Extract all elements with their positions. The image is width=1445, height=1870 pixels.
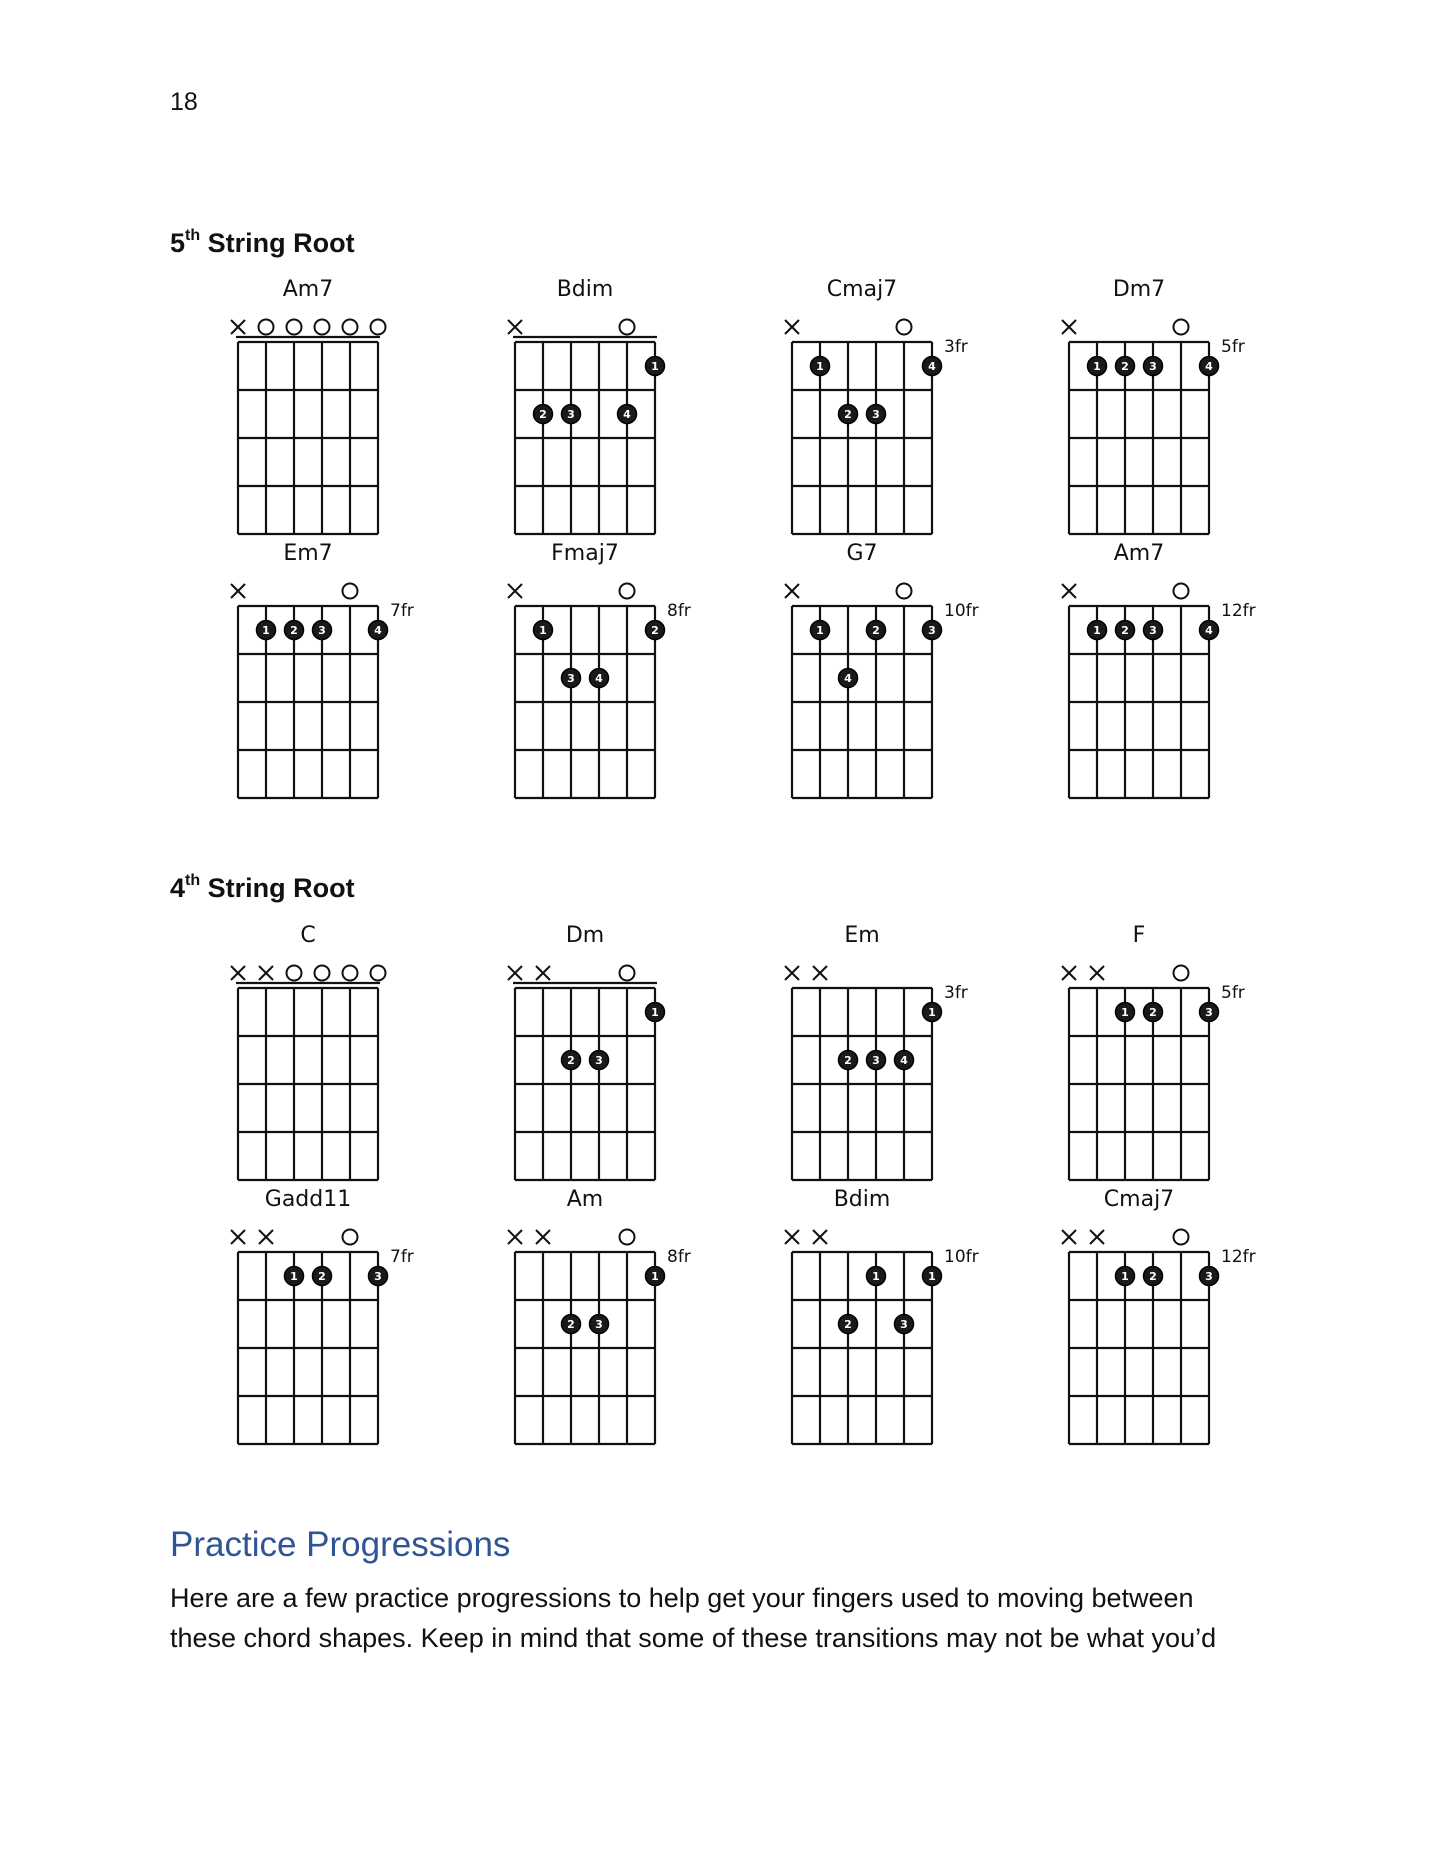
muted-string-mark (1062, 966, 1076, 980)
open-string-mark (259, 320, 274, 335)
open-string-mark (620, 320, 635, 335)
open-string-mark (1174, 320, 1189, 335)
chord-diagram-em7 (198, 536, 428, 806)
finger-number: 1 (1093, 624, 1101, 637)
muted-string-mark (231, 584, 245, 598)
finger-number: 2 (844, 408, 852, 421)
finger-dot (257, 621, 276, 640)
heading-number: 4 (170, 873, 186, 903)
finger-dot (1116, 1003, 1135, 1022)
body-line-2: these chord shapes. Keep in mind that some of these transitions may not be what you’d (170, 1623, 1217, 1653)
section-heading-4th-string-root (170, 873, 355, 904)
finger-dot (1144, 621, 1163, 640)
finger-number: 1 (651, 1270, 659, 1283)
finger-dot (1144, 1003, 1163, 1022)
fret-position-label: 12fr (1221, 1247, 1256, 1267)
muted-string-mark (785, 966, 799, 980)
fret-position-label: 12fr (1221, 601, 1256, 621)
finger-number: 3 (900, 1318, 908, 1331)
finger-number: 1 (816, 624, 824, 637)
chord-name: Dm7 (1112, 277, 1166, 302)
chord-name: Em (844, 923, 880, 948)
finger-dot (895, 1051, 914, 1070)
finger-number: 2 (539, 408, 547, 421)
muted-string-mark (231, 1230, 245, 1244)
chord-diagram-fmaj7 (475, 536, 705, 806)
finger-dot (867, 1051, 886, 1070)
chord-diagram-em (752, 918, 982, 1188)
finger-number: 2 (1149, 1270, 1157, 1283)
finger-number: 2 (567, 1318, 575, 1331)
open-string-mark (620, 1230, 635, 1245)
page-number: 18 (170, 88, 198, 116)
fret-position-label: 8fr (667, 601, 691, 621)
fret-position-label: 10fr (944, 601, 979, 621)
finger-dot (867, 621, 886, 640)
open-string-mark (1174, 584, 1189, 599)
finger-dot (313, 1267, 332, 1286)
finger-number: 2 (1121, 624, 1129, 637)
muted-string-mark (508, 966, 522, 980)
finger-number: 1 (290, 1270, 298, 1283)
muted-string-mark (508, 1230, 522, 1244)
muted-string-mark (813, 1230, 827, 1244)
heading-text: String Root (200, 873, 355, 903)
open-string-mark (315, 966, 330, 981)
section-heading-5th-string-root (170, 228, 355, 259)
muted-string-mark (1062, 584, 1076, 598)
finger-dot (562, 1051, 581, 1070)
finger-dot (534, 621, 553, 640)
finger-dot (590, 1315, 609, 1334)
finger-number: 3 (567, 408, 575, 421)
muted-string-mark (536, 1230, 550, 1244)
chord-name: Em7 (283, 541, 333, 566)
chord-diagram-cmaj7 (752, 272, 982, 542)
chord-name: Bdim (556, 277, 614, 302)
finger-number: 1 (1121, 1006, 1129, 1019)
chord-name: C (300, 923, 316, 948)
chord-diagram-g7 (752, 536, 982, 806)
muted-string-mark (1090, 1230, 1104, 1244)
finger-number: 2 (567, 1054, 575, 1067)
chord-diagram-bdim (475, 272, 705, 542)
chord-name: F (1132, 923, 1146, 948)
open-string-mark (343, 966, 358, 981)
open-string-mark (371, 320, 386, 335)
finger-number: 1 (872, 1270, 880, 1283)
chord-name: Gadd11 (264, 1187, 352, 1212)
finger-dot (369, 621, 388, 640)
finger-dot (562, 1315, 581, 1334)
finger-dot (534, 405, 553, 424)
finger-number: 3 (872, 408, 880, 421)
chord-diagram-bdim (752, 1182, 982, 1452)
finger-number: 3 (1205, 1006, 1213, 1019)
finger-dot (839, 669, 858, 688)
finger-dot (867, 1267, 886, 1286)
fret-position-label: 10fr (944, 1247, 979, 1267)
open-string-mark (1174, 966, 1189, 981)
open-string-mark (1174, 1230, 1189, 1245)
finger-dot (1088, 357, 1107, 376)
fret-position-label: 7fr (390, 1247, 414, 1267)
finger-number: 1 (539, 624, 547, 637)
open-string-mark (343, 320, 358, 335)
muted-string-mark (813, 966, 827, 980)
finger-number: 1 (651, 1006, 659, 1019)
finger-number: 3 (1149, 624, 1157, 637)
fret-position-label: 5fr (1221, 983, 1245, 1003)
finger-number: 1 (651, 360, 659, 373)
finger-number: 3 (595, 1054, 603, 1067)
open-string-mark (371, 966, 386, 981)
muted-string-mark (1062, 320, 1076, 334)
chord-diagram-f (1029, 918, 1259, 1188)
finger-dot (923, 621, 942, 640)
heading-ordinal: th (185, 872, 201, 889)
finger-number: 1 (928, 1006, 936, 1019)
open-string-mark (897, 584, 912, 599)
finger-dot (1088, 621, 1107, 640)
chord-diagram-dm (475, 918, 705, 1188)
finger-number: 3 (1149, 360, 1157, 373)
finger-dot (1200, 621, 1219, 640)
finger-number: 2 (651, 624, 659, 637)
finger-number: 1 (262, 624, 270, 637)
muted-string-mark (508, 320, 522, 334)
finger-number: 3 (872, 1054, 880, 1067)
fret-position-label: 3fr (944, 337, 968, 357)
finger-number: 1 (1121, 1270, 1129, 1283)
finger-dot (562, 405, 581, 424)
finger-number: 3 (567, 672, 575, 685)
finger-number: 3 (374, 1270, 382, 1283)
finger-dot (1144, 357, 1163, 376)
finger-number: 2 (1121, 360, 1129, 373)
muted-string-mark (1062, 1230, 1076, 1244)
muted-string-mark (536, 966, 550, 980)
finger-dot (285, 1267, 304, 1286)
finger-number: 4 (928, 360, 936, 373)
open-string-mark (343, 1230, 358, 1245)
chord-diagram-gadd11 (198, 1182, 428, 1452)
chord-name: Am7 (282, 277, 334, 302)
chord-name: G7 (846, 541, 878, 566)
heading-ordinal: th (185, 227, 201, 244)
finger-number: 2 (844, 1054, 852, 1067)
finger-number: 3 (1205, 1270, 1213, 1283)
muted-string-mark (259, 1230, 273, 1244)
chord-name: Am7 (1113, 541, 1165, 566)
finger-dot (285, 621, 304, 640)
finger-number: 4 (844, 672, 852, 685)
finger-dot (313, 621, 332, 640)
finger-dot (923, 1003, 942, 1022)
finger-dot (1200, 1267, 1219, 1286)
chord-diagram-cmaj7 (1029, 1182, 1259, 1452)
finger-dot (895, 1315, 914, 1334)
finger-number: 4 (1205, 624, 1213, 637)
muted-string-mark (508, 584, 522, 598)
finger-number: 2 (872, 624, 880, 637)
finger-number: 2 (318, 1270, 326, 1283)
open-string-mark (897, 320, 912, 335)
chord-name: Fmaj7 (551, 541, 619, 566)
finger-dot (1200, 1003, 1219, 1022)
fret-position-label: 3fr (944, 983, 968, 1003)
chord-name: Cmaj7 (1103, 1187, 1175, 1212)
finger-number: 3 (595, 1318, 603, 1331)
open-string-mark (620, 966, 635, 981)
chord-diagram-am7 (1029, 536, 1259, 806)
chord-diagram-am7 (198, 272, 428, 542)
muted-string-mark (1090, 966, 1104, 980)
open-string-mark (315, 320, 330, 335)
finger-dot (839, 1051, 858, 1070)
open-string-mark (620, 584, 635, 599)
heading-text: String Root (200, 228, 355, 258)
finger-number: 4 (1205, 360, 1213, 373)
finger-dot (1200, 357, 1219, 376)
finger-number: 1 (928, 1270, 936, 1283)
finger-number: 4 (374, 624, 382, 637)
finger-dot (923, 357, 942, 376)
finger-number: 4 (595, 672, 603, 685)
finger-dot (923, 1267, 942, 1286)
muted-string-mark (785, 1230, 799, 1244)
finger-number: 1 (816, 360, 824, 373)
finger-dot (618, 405, 637, 424)
finger-dot (1116, 357, 1135, 376)
finger-dot (590, 1051, 609, 1070)
open-string-mark (343, 584, 358, 599)
finger-number: 1 (1093, 360, 1101, 373)
chord-diagram-c (198, 918, 428, 1188)
finger-dot (867, 405, 886, 424)
chord-name: Am (566, 1187, 604, 1212)
finger-number: 4 (900, 1054, 908, 1067)
fret-position-label: 8fr (667, 1247, 691, 1267)
fret-position-label: 5fr (1221, 337, 1245, 357)
finger-dot (839, 1315, 858, 1334)
chord-diagram-dm7 (1029, 272, 1259, 542)
finger-dot (590, 669, 609, 688)
finger-dot (839, 405, 858, 424)
muted-string-mark (231, 966, 245, 980)
chord-name: Dm (565, 923, 605, 948)
finger-dot (811, 621, 830, 640)
finger-dot (646, 1003, 665, 1022)
body-line-1: Here are a few practice progressions to help get your fingers used to moving between (170, 1583, 1194, 1613)
finger-dot (562, 669, 581, 688)
body-paragraph (170, 1578, 1290, 1658)
finger-dot (811, 357, 830, 376)
muted-string-mark (785, 584, 799, 598)
finger-number: 4 (623, 408, 631, 421)
muted-string-mark (785, 320, 799, 334)
heading-number: 5 (170, 228, 186, 258)
open-string-mark (287, 966, 302, 981)
finger-dot (1144, 1267, 1163, 1286)
open-string-mark (287, 320, 302, 335)
finger-dot (646, 1267, 665, 1286)
chord-name: Bdim (833, 1187, 891, 1212)
practice-progressions-title: Practice Progressions (170, 1525, 511, 1564)
finger-number: 2 (290, 624, 298, 637)
muted-string-mark (259, 966, 273, 980)
fret-position-label: 7fr (390, 601, 414, 621)
finger-number: 3 (928, 624, 936, 637)
finger-number: 2 (1149, 1006, 1157, 1019)
finger-dot (646, 357, 665, 376)
finger-dot (1116, 621, 1135, 640)
chord-name: Cmaj7 (826, 277, 898, 302)
chord-diagram-am (475, 1182, 705, 1452)
finger-number: 3 (318, 624, 326, 637)
finger-dot (369, 1267, 388, 1286)
muted-string-mark (231, 320, 245, 334)
finger-number: 2 (844, 1318, 852, 1331)
finger-dot (646, 621, 665, 640)
finger-dot (1116, 1267, 1135, 1286)
